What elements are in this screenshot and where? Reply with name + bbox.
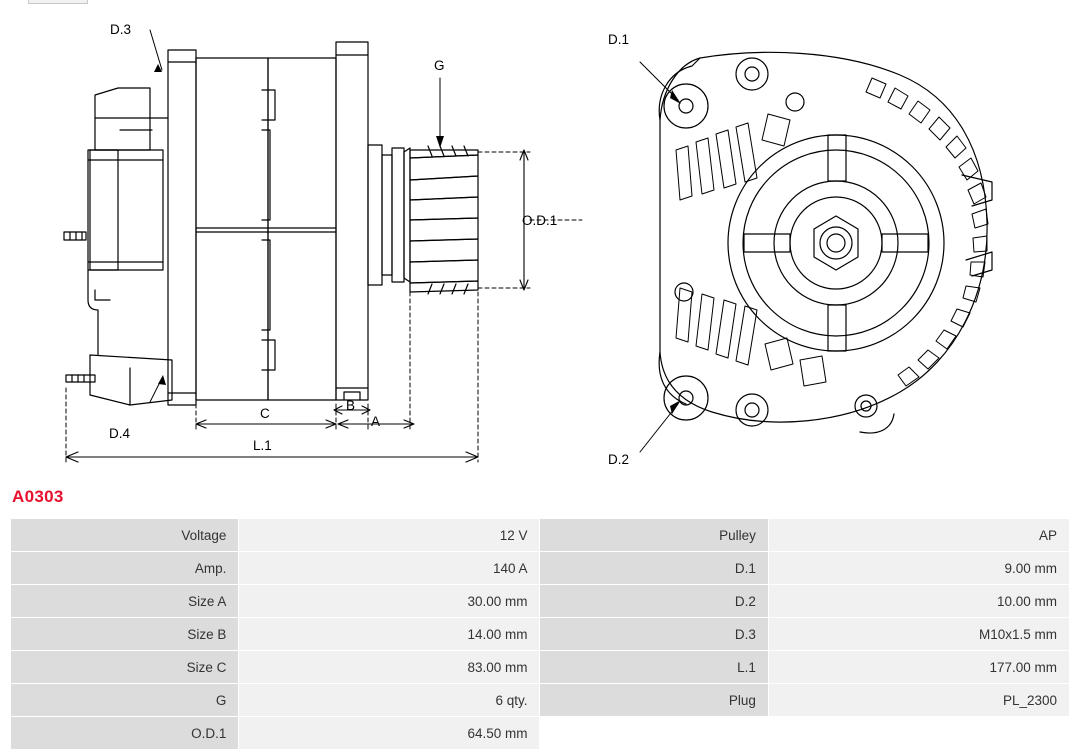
spec-value: 30.00 mm [239, 585, 540, 618]
spec-value-empty [768, 717, 1069, 750]
spec-key: Size B [11, 618, 239, 651]
part-code: A0303 [12, 487, 64, 506]
spec-value: AP [768, 519, 1069, 552]
spec-key-empty [540, 717, 768, 750]
specification-table [10, 518, 1070, 750]
label-d1: D.1 [608, 32, 630, 47]
spec-value: 10.00 mm [768, 585, 1069, 618]
table-row [11, 717, 1070, 750]
spec-key: D.2 [540, 585, 768, 618]
spec-value: M10x1.5 mm [768, 618, 1069, 651]
label-a: A [371, 414, 381, 429]
spec-key: Plug [540, 684, 768, 717]
label-d2: D.2 [608, 452, 630, 467]
label-b: B [346, 398, 356, 413]
spec-key: Amp. [11, 552, 239, 585]
table-row [11, 684, 1070, 717]
table-row [11, 552, 1070, 585]
table-row [11, 618, 1070, 651]
label-l1: L.1 [253, 438, 272, 453]
label-d3: D.3 [110, 22, 132, 37]
spec-key: Pulley [540, 519, 768, 552]
spec-key: D.3 [540, 618, 768, 651]
label-g: G [434, 58, 445, 73]
spec-key: L.1 [540, 651, 768, 684]
spec-key: D.1 [540, 552, 768, 585]
spec-key: O.D.1 [11, 717, 239, 750]
spec-value: 14.00 mm [239, 618, 540, 651]
spec-value: 83.00 mm [239, 651, 540, 684]
label-d4: D.4 [109, 426, 131, 441]
spec-value: 12 V [239, 519, 540, 552]
table-row [11, 651, 1070, 684]
spec-value: 64.50 mm [239, 717, 540, 750]
spec-value: 140 A [239, 552, 540, 585]
spec-key: Size A [11, 585, 239, 618]
label-od1: O.D.1 [522, 213, 558, 228]
label-c: C [260, 406, 270, 421]
spec-key: Voltage [11, 519, 239, 552]
spec-value: 9.00 mm [768, 552, 1069, 585]
spec-key: G [11, 684, 239, 717]
spec-value: 177.00 mm [768, 651, 1069, 684]
spec-value: PL_2300 [768, 684, 1069, 717]
spec-key: Size C [11, 651, 239, 684]
table-row [11, 519, 1070, 552]
table-row [11, 585, 1070, 618]
spec-value: 6 qty. [239, 684, 540, 717]
